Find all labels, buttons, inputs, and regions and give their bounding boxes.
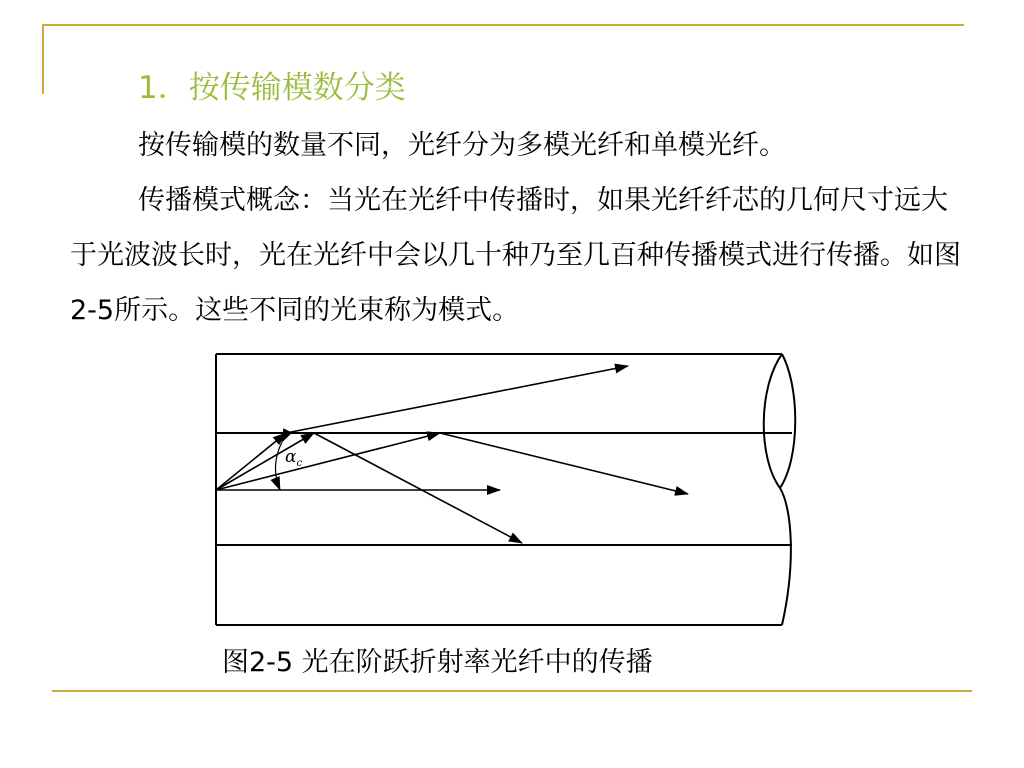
angle-arc bbox=[275, 442, 282, 490]
fiber-propagation-diagram bbox=[210, 348, 810, 633]
frame-top-line bbox=[42, 24, 964, 26]
paragraph-mode-count: 按传输模的数量不同，光纤分为多模光纤和单模光纤。 bbox=[138, 130, 786, 161]
frame-left-line bbox=[42, 24, 44, 94]
angle-label: $\alpha_c$ bbox=[285, 447, 303, 469]
ray-shallow-reflected bbox=[440, 433, 688, 494]
fiber-right-end-lens bbox=[780, 354, 795, 488]
ray-refracted bbox=[286, 366, 628, 433]
section-heading: 1．按传输模数分类 bbox=[138, 70, 406, 106]
paragraph-mode-concept: 传播模式概念：当光在光纤中传播时，如果光纤纤芯的几何尺寸远大于光波波长时，光在光纤中会以几十种乃至几百种传播模式进行传播。如图2-5所示。这些不同的光束称为模式。 bbox=[70, 185, 961, 326]
figure-caption: 图2-5 光在阶跃折射率光纤中的传播 bbox=[222, 647, 653, 678]
ray-steep-reflected bbox=[314, 433, 522, 543]
frame-bottom-line bbox=[52, 690, 972, 692]
fiber-right-end-curve bbox=[764, 354, 791, 625]
